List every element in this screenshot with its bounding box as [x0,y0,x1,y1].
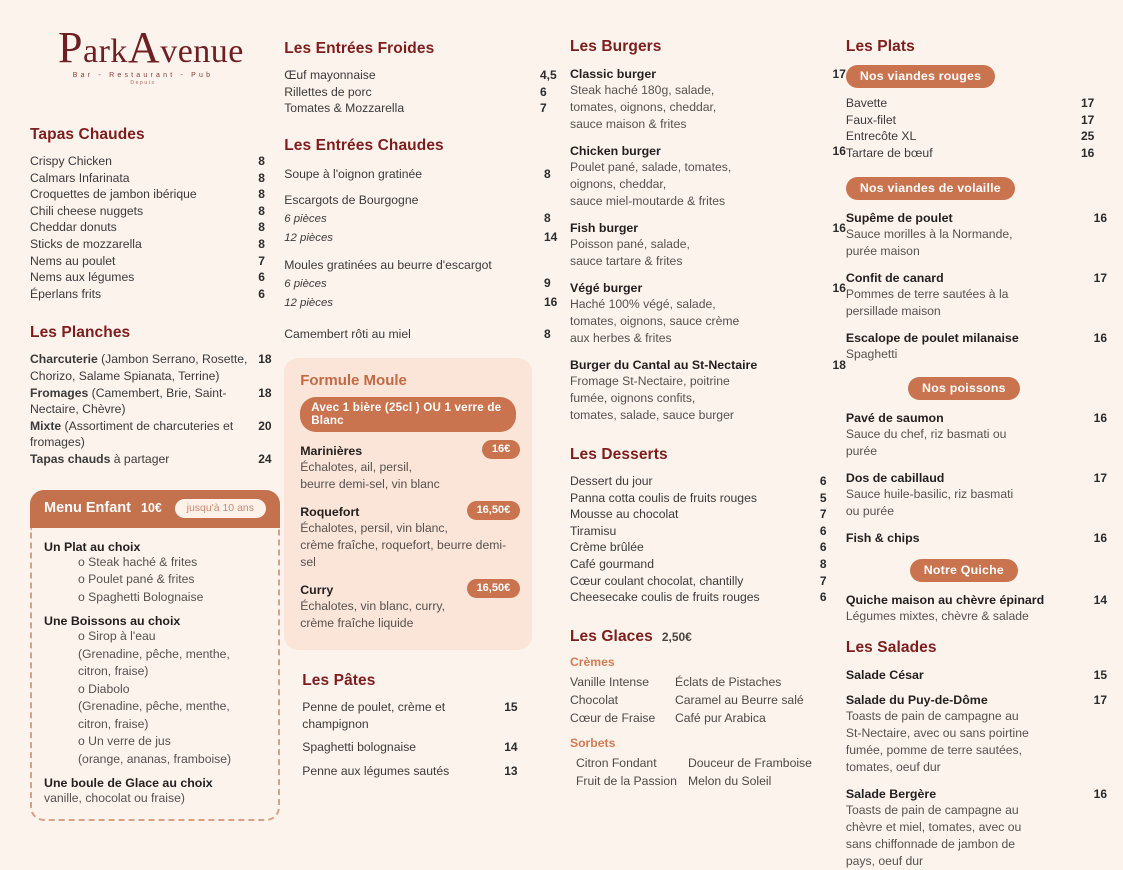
section-title-les-salades: Les Salades [845,639,937,657]
menu-item-price: 16 [1093,531,1107,546]
menu-item-desc: Pommes de terre sautées à la persillade maison [845,287,1009,319]
variant-price: 14 [543,229,558,244]
menu-item-name: Supême de poulet [845,211,953,226]
item-price: 7 [819,507,827,522]
menu-item-price: 15 [1093,668,1107,683]
list-item [30,253,284,270]
option-row: o Un verre de jus [78,734,171,748]
item-name: Mousse au chocolat [569,507,679,522]
item-name: Tomates & Mozzarella [284,101,405,116]
menu-item-desc: Sauce morilles à la Normande, purée maison [845,227,1013,259]
option-row: o Steak haché & frites [78,554,198,569]
badge-quiche-wrap [846,559,1082,582]
item-price: 16 [1081,145,1095,160]
escargots-variants [284,209,570,247]
option-row: o Sirop à l'eau [78,629,156,643]
menu-item-name: Végé burger [569,281,643,295]
item-price: 5 [819,490,827,505]
badge-viandes-volaille-wrap [846,177,1107,200]
item-price: 8 [543,326,551,341]
moule-name: Marinières [300,444,363,459]
menu-item-desc: Sauce du chef, riz basmati ou purée [845,427,1007,459]
item-name: Soupe à l'oignon gratinée [284,166,423,181]
viandes-rouges-list [846,95,1107,161]
list-item [570,589,846,606]
menu-item-header [846,271,1107,285]
list-item [284,166,570,183]
list-item [284,326,570,343]
glace-cell: Caramel au Beurre salé [674,692,804,707]
menu-item-desc: Steak haché 180g, salade, tomates, oignons, cheddar, sauce maison & frites [569,83,717,131]
moule-desc: Échalotes, vin blanc, curry, crème fraîche liquide [300,599,445,631]
item-name: Penne aux légumes sautés [302,763,450,778]
menu-item-header [570,67,846,81]
item-price: 7 [258,253,265,268]
moule-item [300,583,516,632]
item-price: 8 [258,203,265,218]
badge-viandes-volaille: Nos viandes de volaille [846,177,1015,200]
list-item [30,186,284,203]
glaces-cremes-label: Crèmes [569,654,615,669]
menu-item-name: Escalope de poulet milanaise [845,331,1019,346]
menu-item-desc: Spaghetti [845,347,898,362]
item-name: Chili cheese nuggets [30,203,144,218]
list-item [30,236,284,253]
section-title-entrees-froides: Les Entrées Froides [284,40,435,57]
menu-item-price: 16 [832,144,846,158]
item-price: 8 [258,170,265,185]
option-row: citron, fraise) [78,664,149,678]
logo-tiny-text: Depuis [130,80,156,86]
menu-item-header [570,144,846,158]
item-name: Croquettes de jambon ibérique [30,187,197,202]
variant-label: 6 pièces [284,212,327,225]
menu-item-desc: Poisson pané, salade, sauce tartare & frites [569,237,690,268]
item-price: 6 [819,540,827,555]
column-entrees-moules-pates [284,18,570,776]
item-price: 8 [819,556,827,571]
salades-list [846,668,1107,870]
menu-item-header [570,221,846,235]
glace-cell: Café pur Arabica [674,710,766,725]
option-row: o Spaghetti Bolognaise [78,589,204,604]
menu-item-price: 14 [1093,593,1107,608]
item-name: Cœur coulant chocolat, chantilly [569,573,744,588]
list-item [30,269,284,286]
item-name: Crème brûlée [569,540,644,555]
menu-item-desc: Légumes mixtes, chèvre & salade [845,609,1029,624]
list-item [846,112,1107,129]
menu-item [846,411,1107,460]
item-price: 25 [1081,129,1095,144]
moule-desc: Échalotes, persil, vin blanc, crème fraîche, roquefort, beurre demi-sel [300,521,507,570]
menu-enfant-plat-heading: Un Plat au choix [44,539,141,554]
menu-item-header [846,668,1107,682]
menu-item-name: Chicken burger [569,144,661,158]
moule-name: Curry [300,583,334,598]
menu-item-name: Salade du Puy-de-Dôme [845,693,988,708]
list-item [30,385,284,418]
item-name: Charcuterie (Jambon Serrano, Rosette, Chorizo, Salame Spianata, Terrine) [30,352,248,383]
list-item [570,473,846,490]
list-item [302,763,530,780]
moule-item [300,505,516,571]
column-plats-salades [845,18,1107,869]
section-title-les-planches: Les Planches [30,324,131,342]
formule-moule-items [300,444,516,632]
menu-item-name: Burger du Cantal au St-Nectaire [569,358,758,372]
quiche-list [846,593,1107,625]
list-item [570,523,846,540]
item-name: Cheddar donuts [30,220,117,235]
item-price: 18 [258,385,272,400]
variant-price: 8 [543,210,551,225]
list-item [30,170,284,187]
menu-item-name: Salade César [845,668,924,683]
menu-item-header [846,471,1107,485]
glace-cell: Fruit de la Passion [575,773,677,788]
menu-item [846,471,1107,520]
menu-item-name: Quiche maison au chèvre épinard [845,593,1045,608]
item-name: Éperlans frits [30,286,102,301]
item-name: Mixte (Assortiment de charcuteries et fromages) [30,418,234,450]
item-price: 4,5 [539,68,557,82]
item-name: Faux-filet [845,112,896,127]
planches-list [30,351,284,467]
menu-item [846,531,1107,545]
tapas-chaudes-list [30,153,284,302]
section-title-les-glaces: Les Glaces [569,627,653,645]
item-price: 14 [504,740,518,755]
menu-enfant-card [30,490,280,822]
item-name: Crispy Chicken [30,154,112,168]
menu-item-header [846,531,1107,545]
variant-label: 6 pièces [284,277,327,290]
menu-item-desc: Toasts de pain de campagne au St-Nectaire, avec ou sans poirtine fumée, pomme de terre sautées, tomates, oeuf dur [845,709,1029,775]
menu-item [846,211,1107,260]
option-row: o Diabolo [78,681,130,696]
menu-item-name: Confit de canard [845,271,944,286]
variant-label: 12 pièces [284,231,333,244]
menu-item-price: 17 [1093,471,1107,486]
menu-item-name: Salade Bergère [845,787,937,802]
list-item [284,257,570,274]
list-item [570,490,846,507]
menu-item-price: 17 [1093,693,1107,708]
glace-cell: Melon du Soleil [687,773,772,788]
variant-price: 9 [543,275,551,290]
formule-moule-title: Formule Moule [300,372,407,390]
option-row: (Grenadine, pêche, menthe, [78,646,230,661]
glace-cell: Cœur de Fraise [569,710,656,725]
menu-item-header [846,693,1107,707]
item-name: Camembert rôti au miel [284,326,411,341]
list-item [570,556,846,573]
item-name: Penne de poulet, crème et champignon [302,700,446,731]
variant-row [284,228,570,247]
menu-item-desc: Toasts de pain de campagne au chèvre et miel, tomates, avec ou sans chiffonnade de jambon de pays, oeuf dur [845,803,1022,869]
column-tapas-planches-enfant [16,18,284,805]
glace-cell: Citron Fondant [575,755,657,770]
menu-item-header [846,593,1107,607]
item-price: 6 [258,286,265,301]
item-name: Sticks de mozzarella [30,236,142,251]
list-item [30,203,284,220]
glaces-price: 2,50€ [661,629,692,644]
glaces-header [570,628,846,646]
item-price: 8 [258,236,265,251]
menu-item-name: Fish & chips [845,531,920,546]
moule-item [300,444,516,493]
menu-item-price: 16 [1093,331,1107,346]
option-row: citron, fraise) [78,716,149,731]
moule-price: 16€ [482,440,520,459]
menu-item-header [570,281,846,295]
list-item [284,100,570,117]
item-name: Œuf mayonnaise [284,68,376,82]
item-name: Cheesecake coulis de fruits rouges [569,590,760,605]
menu-item-price: 17 [832,67,846,81]
poissons-list [846,411,1107,545]
item-price: 18 [258,352,272,367]
list-item [284,67,570,84]
menu-item [846,593,1107,625]
option-row: (Grenadine, pêche, menthe, [78,699,230,713]
menu-item [570,144,846,210]
glace-cell: Vanille Intense [569,674,650,689]
moule-price: 16,50€ [467,579,521,598]
moule-name: Roquefort [300,505,360,520]
logo-tagline: Bar - Restaurant - Pub [72,72,214,79]
list-item [570,573,846,590]
formule-moule-card [284,358,532,650]
menu-item [846,331,1107,363]
restaurant-logo [58,23,244,86]
entrees-froides-list [284,67,570,117]
menu-item-header [846,331,1107,345]
list-item [302,739,530,756]
list-item [846,145,1107,162]
item-name: Panna cotta coulis de fruits rouges [569,490,757,505]
menu-item-price: 16 [1093,411,1107,426]
badge-poissons: Nos poissons [908,377,1020,400]
section-title-les-pates: Les Pâtes [302,672,376,690]
item-price: 6 [819,523,827,538]
list-item [570,506,846,523]
pates-list [302,699,530,779]
list-item [284,192,570,209]
item-price: 6 [539,84,547,99]
item-name: Tiramisu [569,523,617,538]
menu-item [570,281,846,347]
list-item [30,351,284,384]
menu-item [846,271,1107,320]
menu-item-price: 16 [832,281,846,295]
item-price: 17 [1081,96,1095,110]
variant-price: 16 [543,294,558,309]
section-title-entrees-chaudes: Les Entrées Chaudes [284,136,444,154]
glaces-sorbets-grid [570,754,846,790]
moule-desc: Échalotes, ail, persil, beurre demi-sel, vin blanc [300,460,440,492]
menu-enfant-glace-heading: Une boule de Glace au choix [44,776,213,790]
list-item [284,84,570,101]
item-name: Calmars Infarinata [30,170,130,185]
menu-enfant-glace-sub: vanille, chocolat ou fraise) [44,791,185,805]
menu-item-name: Classic burger [569,67,657,81]
formule-moule-badge: Avec 1 bière (25cl ) OU 1 verre de Blanc [300,397,516,432]
glace-cell: Éclats de Pistaches [674,674,782,689]
menu-item [570,358,846,424]
glaces-cremes-grid [570,673,846,727]
menu-item-price: 16 [1093,787,1107,802]
menu-item-header [846,411,1107,425]
menu-item-desc: Haché 100% végé, salade, tomates, oignons, sauce crème aux herbes & frites [569,297,740,345]
moules-variants [284,274,570,312]
item-name: Dessert du jour [569,474,653,488]
badge-poissons-wrap [846,377,1082,400]
item-name: Spaghetti bolognaise [302,740,417,755]
list-item [30,219,284,236]
item-price: 8 [258,220,265,235]
viandes-volaille-list [846,211,1107,363]
menu-item [570,67,846,133]
menu-item [846,693,1107,776]
menu-item-price: 17 [1093,271,1107,286]
item-price: 15 [504,700,518,715]
item-price: 17 [1081,112,1095,127]
item-name: Escargots de Bourgogne [284,193,419,208]
menu-item [570,221,846,270]
entrees-chaudes-list [284,166,570,342]
variant-row [284,209,570,228]
menu-item [846,668,1107,682]
glace-cell: Chocolat [569,692,619,707]
section-title-tapas-chaudes: Tapas Chaudes [30,126,145,143]
section-title-les-desserts: Les Desserts [569,446,668,463]
menu-enfant-title: Menu Enfant [44,500,131,516]
item-price: 6 [819,474,827,488]
item-price: 6 [819,590,827,605]
item-name: Bavette [845,96,888,110]
column-burgers-desserts-glaces [569,18,846,788]
list-item [570,539,846,556]
menu-item-header [570,358,846,372]
menu-item-desc: Fromage St-Nectaire, poitrine fumée, oignons confits, tomates, salade, sauce burger [569,374,734,422]
item-name: Tapas chauds à partager [30,451,170,466]
menu-enfant-boisson-heading: Une Boissons au choix [44,614,181,628]
variant-label: 12 pièces [284,296,333,309]
glace-cell: Douceur de Framboise [687,755,812,770]
section-title-les-plats: Les Plats [845,38,915,55]
menu-enfant-header [30,490,280,528]
logo-wordmark: ParkAvenue [58,23,244,72]
badge-quiche: Notre Quiche [910,559,1018,582]
menu-enfant-plat-options [44,554,266,607]
item-price: 7 [819,573,827,588]
item-price: 24 [258,451,272,466]
variant-row [284,293,570,312]
option-row: o Poulet pané & frites [78,572,195,586]
item-name: Moules gratinées au beurre d'escargot [284,257,492,272]
menu-item-desc: Poulet pané, salade, tomates, oignons, cheddar, sauce miel-moutarde & frites [569,160,732,208]
section-title-les-burgers: Les Burgers [569,38,662,55]
menu-item [846,787,1107,870]
list-item [30,418,284,451]
glaces-sorbets-label: Sorbets [569,735,616,750]
menu-enfant-body [30,528,280,822]
menu-item-desc: Sauce huile-basilic, riz basmati ou purée [845,487,1014,519]
variant-row [284,274,570,293]
desserts-list [570,473,846,606]
option-row: (orange, ananas, framboise) [78,751,232,766]
item-price: 20 [258,418,272,433]
menu-enfant-age-badge: jusqu'à 10 ans [175,499,266,518]
burgers-list [570,67,846,424]
item-price: 6 [258,270,265,285]
list-item [30,451,284,468]
item-name: Tartare de bœuf [845,145,933,160]
moule-price: 16,50€ [467,501,521,520]
item-price: 8 [258,187,265,202]
menu-enfant-price: 10€ [141,501,162,515]
item-price: 8 [258,154,265,168]
menu-item-name: Dos de cabillaud [845,471,945,486]
badge-viandes-rouges: Nos viandes rouges [846,65,995,88]
item-price: 8 [543,166,551,181]
menu-item-price: 16 [1093,211,1107,226]
item-name: Fromages (Camembert, Brie, Saint-Nectaire, Chèvre) [30,385,227,417]
menu-item-name: Fish burger [569,221,639,235]
item-name: Entrecôte XL [845,129,917,144]
list-item [30,286,284,303]
menu-item-header [846,211,1107,225]
menu-item-price: 16 [832,221,846,235]
badge-viandes-rouges-wrap [846,65,1107,88]
menu-enfant-boisson-options [44,628,266,768]
list-item [302,699,530,732]
item-price: 7 [539,101,547,116]
item-name: Nems aux légumes [30,270,135,285]
menu-item-header [846,787,1107,801]
list-item [30,153,284,170]
list-item [846,95,1107,112]
item-name: Nems au poulet [30,253,116,268]
list-item [846,128,1107,145]
item-name: Rillettes de porc [284,84,372,99]
item-name: Café gourmand [569,556,654,571]
menu-item-name: Pavé de saumon [845,411,944,426]
menu-item-price: 18 [832,358,846,372]
item-price: 13 [504,763,518,778]
